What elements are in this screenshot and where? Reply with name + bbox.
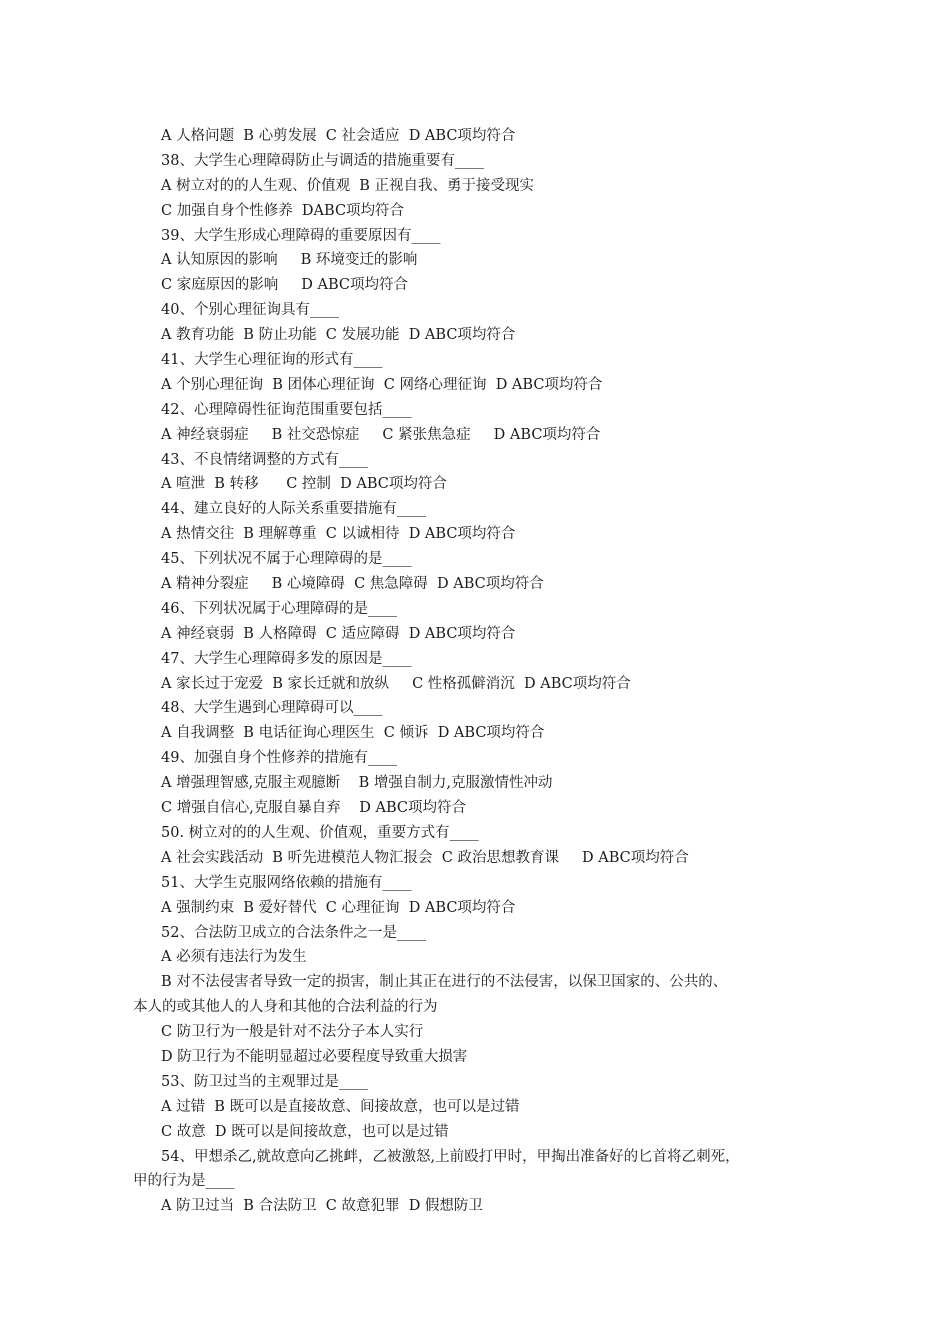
option-line: D 防卫行为不能明显超过必要程度导致重大损害 [161,1048,468,1065]
question-line-continuation: 甲的行为是____ [133,1173,235,1190]
option-line: A 神经衰弱 B 人格障碍 C 适应障碍 D ABC项均符合 [161,625,516,642]
option-line: C 增强自信心,克服自暴自弃 D ABC项均符合 [161,800,466,817]
question-line: 45、下列状况不属于心理障碍的是____ [161,551,412,568]
option-line: A 社会实践活动 B 听先进模范人物汇报会 C 政治思想教育课 D ABC项均符合 [161,849,689,866]
option-line: A 防卫过当 B 合法防卫 C 故意犯罪 D 假想防卫 [161,1198,483,1215]
question-line: 43、不良情绪调整的方式有____ [161,451,368,468]
option-line: A 增强理智感,克服主观臆断 B 增强自制力,克服激情性冲动 [161,775,553,792]
question-line: 54、甲想杀乙,就故意向乙挑衅，乙被激怒,上前殴打甲时，甲掏出准备好的匕首将乙刺死， [161,1148,740,1165]
option-line: A 强制约束 B 爱好替代 C 心理征询 D ABC项均符合 [161,899,516,916]
question-line: 40、个别心理征询具有____ [161,302,339,319]
question-line: 42、心理障碍性征询范围重要包括____ [161,401,412,418]
question-line: 49、加强自身个性修养的措施有____ [161,750,397,767]
question-line: 41、大学生心理征询的形式有____ [161,352,383,369]
question-line: 53、防卫过当的主观罪过是____ [161,1073,368,1090]
option-line: A 神经衰弱症 B 社交恐惊症 C 紧张焦急症 D ABC项均符合 [161,426,601,443]
option-line: A 喧泄 B 转移 C 控制 D ABC项均符合 [161,476,447,493]
option-line: A 人格问题 B 心剪发展 C 社会适应 D ABC项均符合 [161,128,516,144]
question-line: 50. 树立对的的人生观、价值观，重要方式有____ [161,824,479,841]
option-line: A 过错 B 既可以是直接故意、间接故意，也可以是过错 [161,1098,520,1115]
option-line-continuation: 本人的或其他人的人身和其他的合法利益的行为 [133,999,438,1016]
option-line: C 家庭原因的影响 D ABC项均符合 [161,277,408,294]
question-list [133,124,833,1219]
option-line: B 对不法侵害者导致一定的损害，制止其正在进行的不法侵害，以保卫国家的、公共的、 [161,974,728,991]
option-line: A 认知原因的影响 B 环境变迁的影响 [161,252,418,269]
option-line: A 家长过于宠爱 B 家长迁就和放纵 C 性格孤僻消沉 D ABC项均符合 [161,675,631,692]
question-line: 47、大学生心理障碍多发的原因是____ [161,650,412,667]
question-line: 38、大学生心理障碍防止与调适的措施重要有____ [161,152,484,169]
option-line: A 热情交往 B 理解尊重 C 以诚相待 D ABC项均符合 [161,526,516,543]
question-line: 46、下列状况属于心理障碍的是____ [161,600,397,617]
option-line: C 防卫行为一般是针对不法分子本人实行 [161,1024,424,1041]
option-line: C 加强自身个性修养 DABC项均符合 [161,202,405,219]
option-line: A 精神分裂症 B 心境障碍 C 焦急障碍 D ABC项均符合 [161,576,544,593]
option-line: C 故意 D 既可以是间接故意，也可以是过错 [161,1123,449,1140]
question-line: 44、建立良好的人际关系重要措施有____ [161,501,426,518]
option-line: A 个别心理征询 B 团体心理征询 C 网络心理征询 D ABC项均符合 [161,376,603,393]
option-line: A 教育功能 B 防止功能 C 发展功能 D ABC项均符合 [161,327,516,344]
question-line: 39、大学生形成心理障碍的重要原因有____ [161,227,441,244]
option-line: A 自我调整 B 电话征询心理医生 C 倾诉 D ABC项均符合 [161,725,545,742]
question-line: 48、大学生遇到心理障碍可以____ [161,700,383,717]
question-line: 52、合法防卫成立的合法条件之一是____ [161,924,426,941]
question-line: 51、大学生克服网络依赖的措施有____ [161,874,412,891]
option-line: A 必须有违法行为发生 [161,949,307,966]
option-line: A 树立对的的人生观、价值观 B 正视自我、勇于接受现实 [161,177,535,194]
